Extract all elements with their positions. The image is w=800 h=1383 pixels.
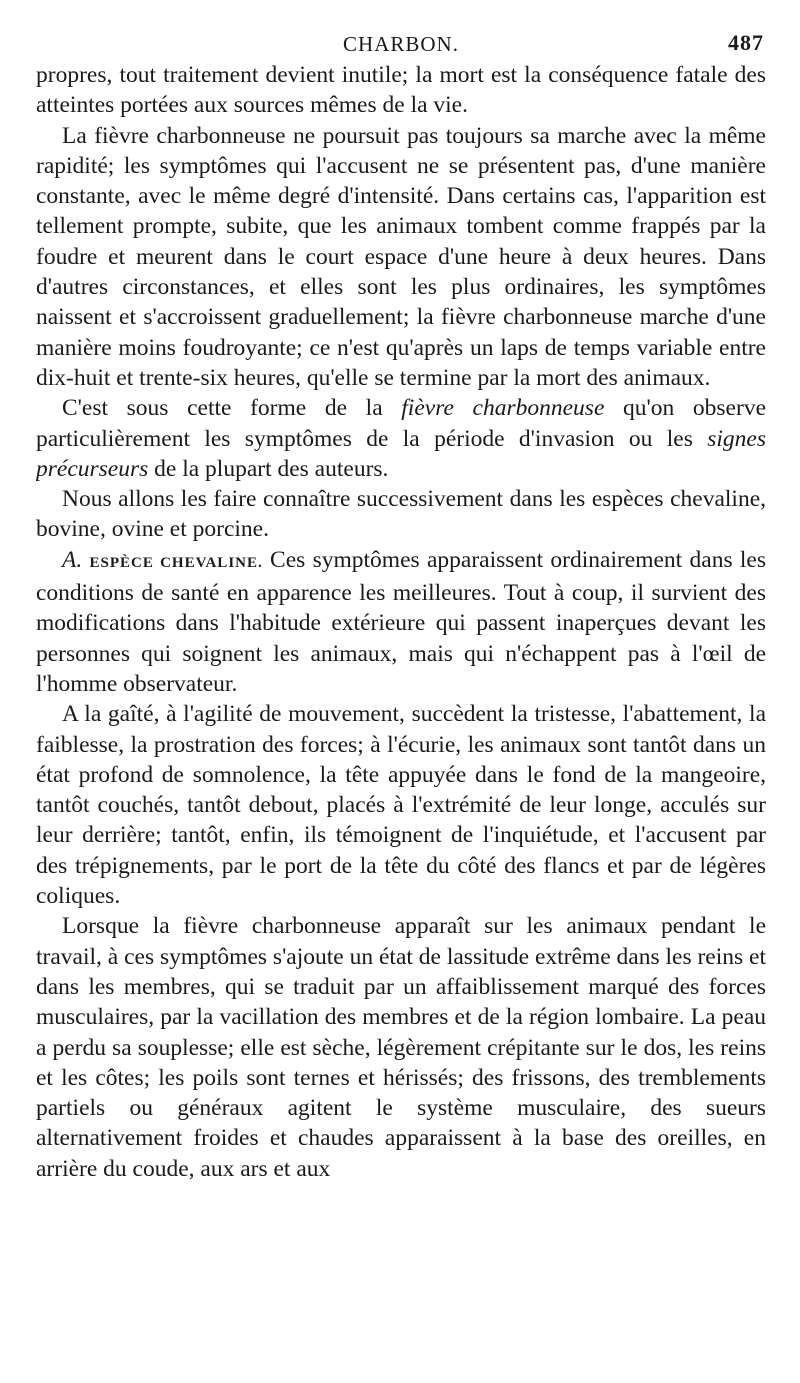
- running-title: CHARBON.: [343, 32, 459, 56]
- page-number: 487: [728, 30, 764, 55]
- paragraph-5: [36, 545, 766, 699]
- text-run: C'est sous cette forme de la: [62, 395, 402, 422]
- section-letter: A.: [62, 546, 83, 573]
- paragraph-1: propres, tout traitement devient inutile; la mort est la conséquence fatale des atteintes portées aux sources mêmes de la vie.: [36, 62, 766, 119]
- italic-term: fièvre charbonneuse: [401, 395, 605, 422]
- paragraph-6: A la gaîté, à l'agilité de mouvement, succèdent la tristesse, l'abattement, la faiblesse, la prostration des forces; à l'écurie, les animaux sont tantôt dans un état profond de somnolence, la tête appuyée dans le fond de la mangeoire, tantôt couchés, tantôt debout, placés à l'extrémité de leur longe, acculés sur leur derrière; tantôt, enfin, ils témoignent de l'inquiétude, et l'accusent par des trépignements, par le port de la tête du côté des flancs et par de légères coliques.: [36, 701, 766, 910]
- paragraph-3: [36, 393, 766, 484]
- book-page: [36, 28, 766, 1368]
- paragraph-2: La fièvre charbonneuse ne poursuit pas toujours sa marche avec la même rapidité; les symptômes qui l'accusent ne se présentent pas, d'une manière constante, avec le même degré d'intensité. Dans certains cas, l'apparition est tellement prompte, subite, que les animaux tombent comme frappés par la foudre et meurent dans le court espace d'une heure à deux heures. Dans d'autres circonstances, et elles sont les plus ordinaires, les symptômes naissent et s'accroissent graduellement; la fièvre charbonneuse marche d'une manière moins foudroyante; ce n'est qu'après un laps de temps variable entre dix-huit et trente-six heures, qu'elle se termine par la mort des animaux.: [36, 122, 766, 391]
- text-run: qu'on observe particulièrement les symptômes de la période d'invasion ou les: [36, 395, 766, 452]
- paragraph-7: Lorsque la fièvre charbonneuse apparaît sur les animaux pendant le travail, à ces symptômes s'ajoute un état de lassitude extrême dans les reins et dans les membres, qui se traduit par un affaiblissement marqué des forces musculaires, par la vacillation des membres et de la région lombaire. La peau a perdu sa souplesse; elle est sèche, légèrement crépitante sur le dos, les reins et les côtes; les poils sont ternes et hérissés; des frissons, des tremblements partiels ou généraux agitent le système musculaire, des sueurs alternativement froides et chaudes apparaissent à la base des oreilles, en arrière du coude, aux ars et aux: [36, 913, 766, 1182]
- body-text: [36, 60, 766, 1184]
- section-heading: ESPÈCE CHEVALINE.: [89, 554, 263, 571]
- italic-term: signes précurseurs: [36, 425, 766, 482]
- text-run: Ces symptômes apparaissent ordinairement dans les conditions de santé en apparence les meilleures. Tout à coup, il survient des modifications dans l'habitude extérieure qui passent inaperçues devant les personnes qui soignent les animaux, mais qui n'échappent pas à l'œil de l'homme observateur.: [36, 546, 766, 697]
- text-run: de la plupart des auteurs.: [148, 455, 389, 482]
- paragraph-4: Nous allons les faire connaître successivement dans les espèces chevaline, bovine, ovine et porcine.: [36, 486, 766, 543]
- running-head: [36, 28, 766, 60]
